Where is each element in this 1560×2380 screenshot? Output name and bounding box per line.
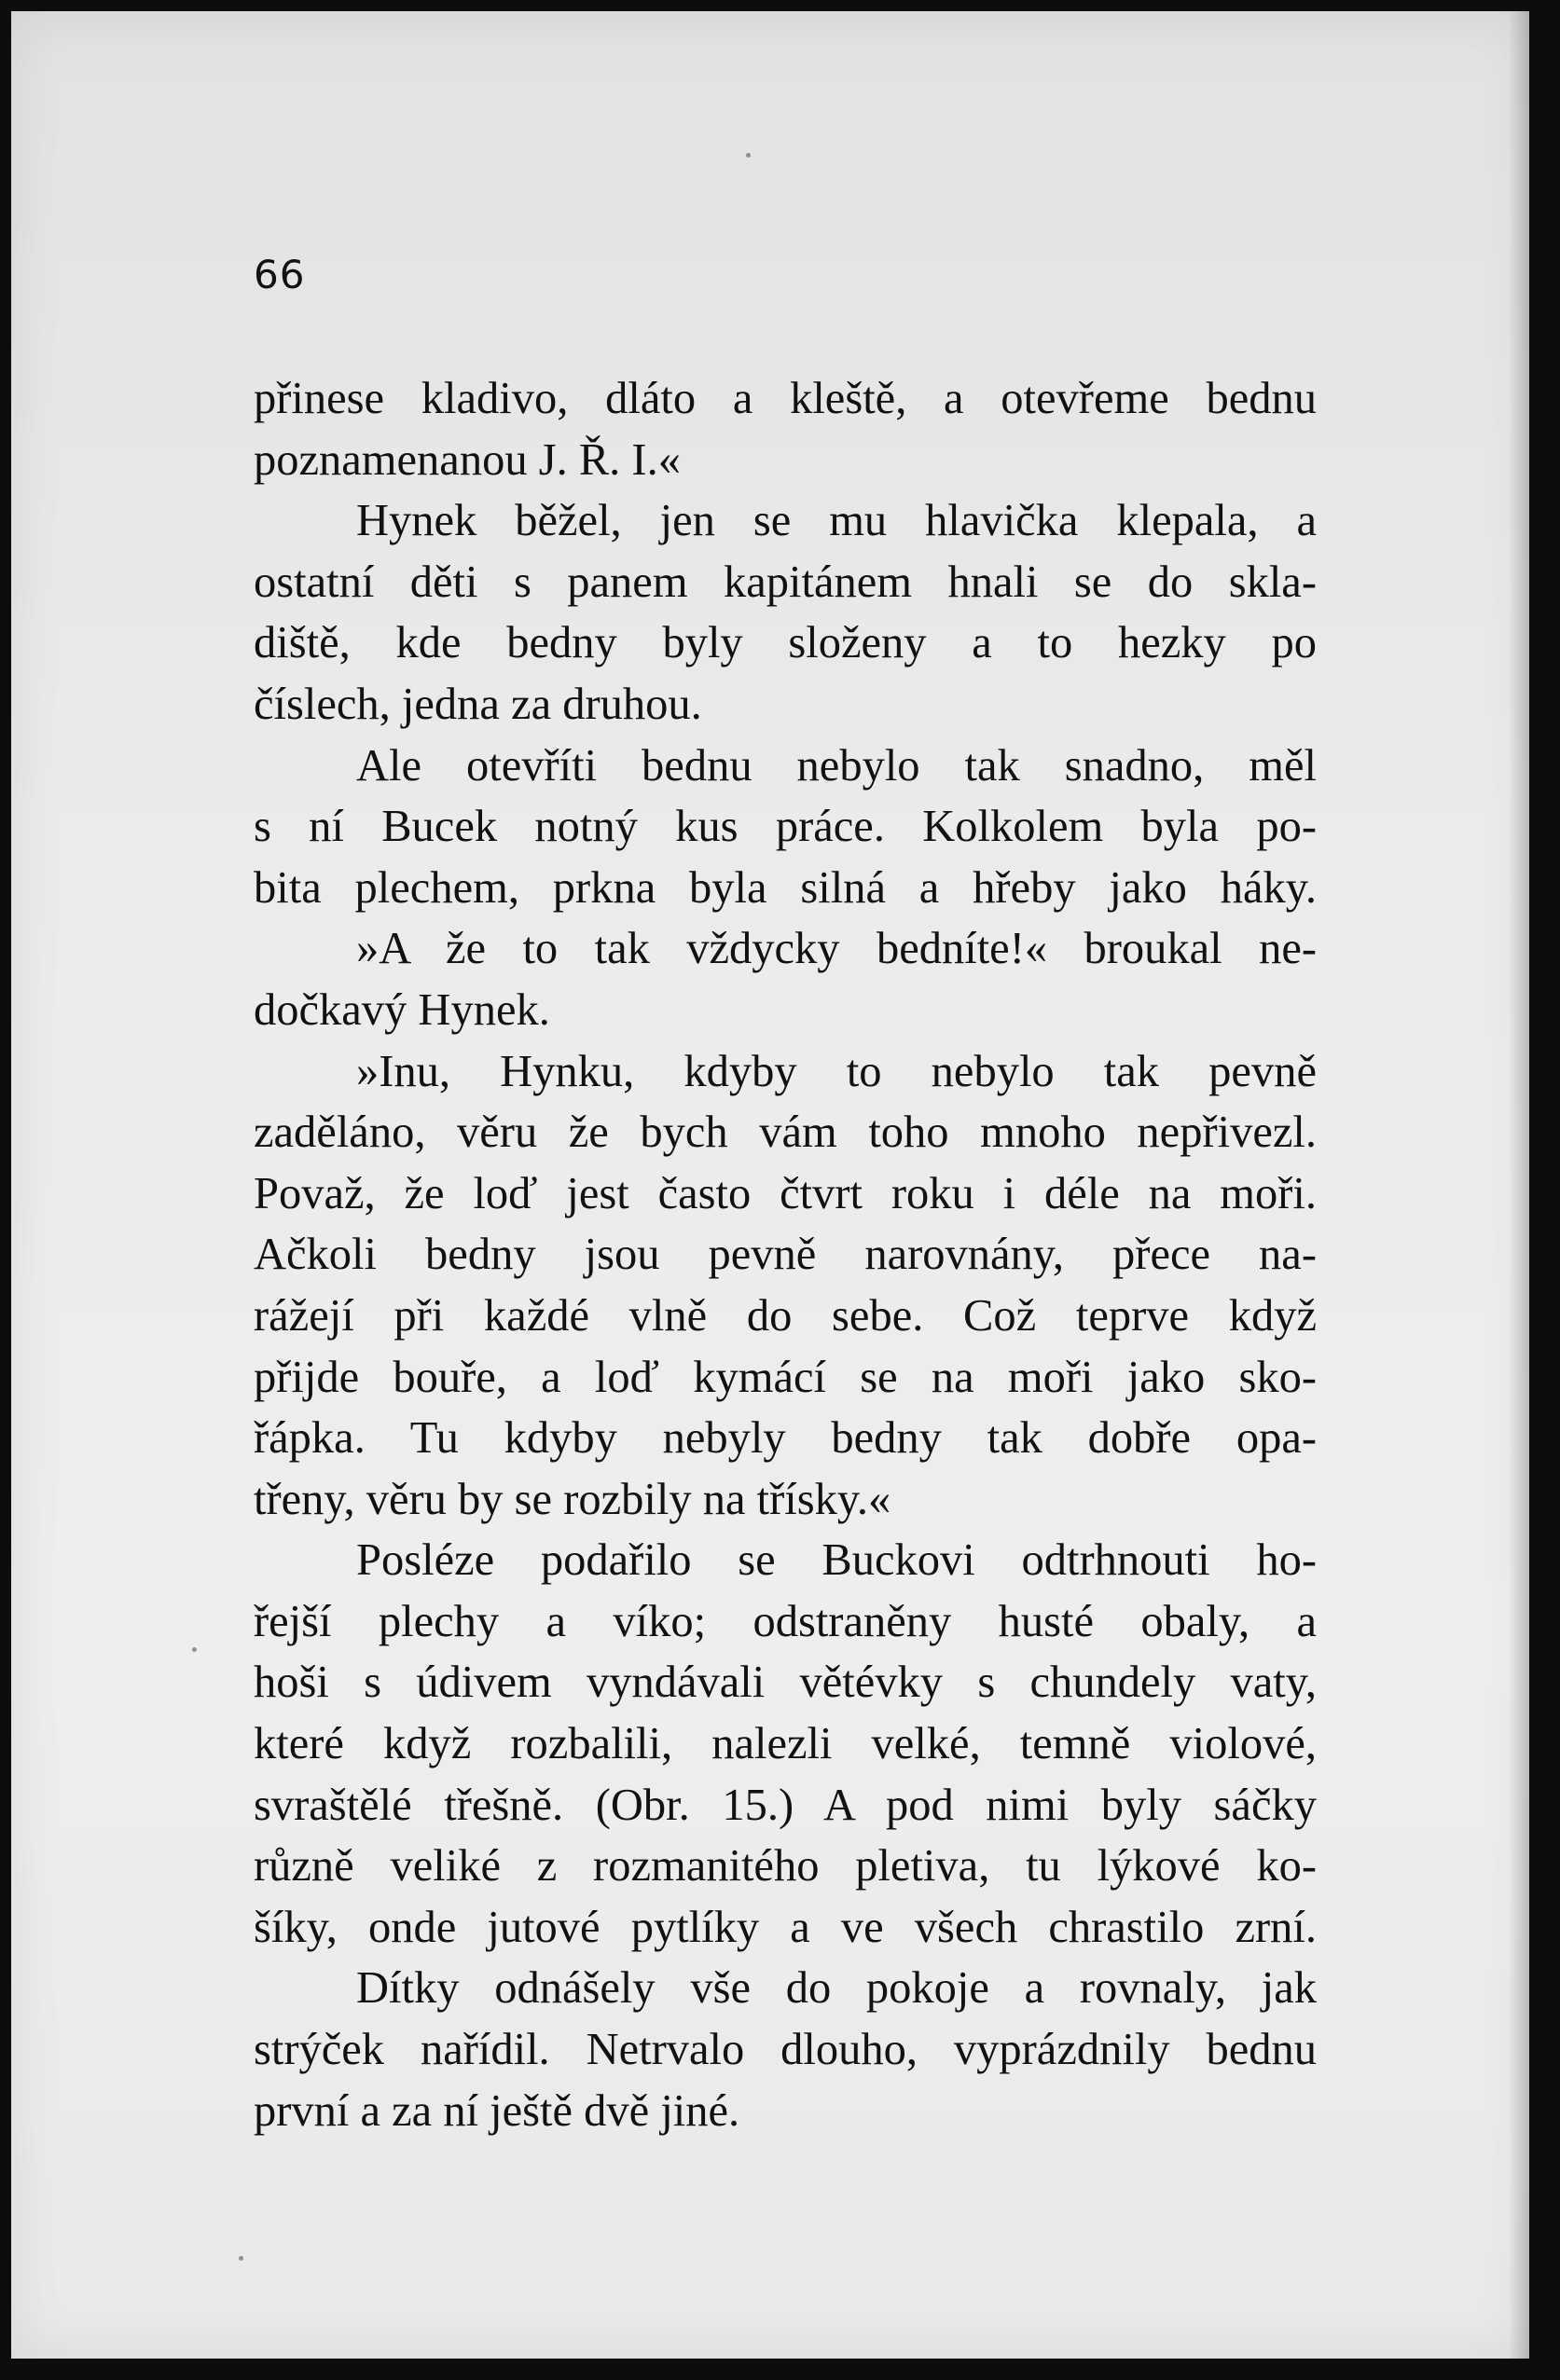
paper-speck xyxy=(746,153,751,158)
text-line: bita plechem, prkna byla silná a hřeby jako háky. xyxy=(254,862,1317,913)
text-line: ostatní děti s panem kapitánem hnali se do skla- xyxy=(254,557,1317,607)
text-line: řejší plechy a víko; odstraněny husté obaly, a xyxy=(254,1596,1317,1646)
text-line: strýček nařídil. Netrvalo dlouho, vyprázdnily bednu xyxy=(254,2025,1317,2075)
text-line: zaděláno, věru že bych vám toho mnoho nepřivezl. xyxy=(254,1107,1317,1158)
text-line: Považ, že loď jest často čtvrt roku i déle na moři. xyxy=(254,1168,1317,1218)
paper-speck xyxy=(239,2256,243,2261)
text-line: třeny, věru by se rozbily na třísky.« xyxy=(254,1474,891,1524)
text-line: Dítky odnášely vše do pokoje a rovnaly, jak xyxy=(356,1963,1317,2014)
paper-speck xyxy=(192,1647,197,1652)
text-line: které když rozbalili, nalezli velké, temně violové, xyxy=(254,1719,1317,1769)
text-line: diště, kde bedny byly složeny a to hezky po xyxy=(254,618,1317,668)
text-line: řápka. Tu kdyby nebyly bedny tak dobře opa- xyxy=(254,1413,1317,1464)
text-line: poznamenanou J. Ř. I.« xyxy=(254,434,681,485)
text-line: přinese kladivo, dláto a kleště, a otevřeme bednu xyxy=(254,374,1317,423)
text-line: číslech, jedna za druhou. xyxy=(254,679,702,729)
text-line: různě veliké z rozmanitého pletiva, tu lýkové ko- xyxy=(254,1841,1317,1892)
text-line: dočkavý Hynek. xyxy=(254,984,550,1035)
text-line: první a za ní ještě dvě jiné. xyxy=(254,2085,740,2136)
text-line: Ačkoli bedny jsou pevně narovnány, přece na- xyxy=(254,1230,1317,1280)
text-line: s ní Bucek notný kus práce. Kolkolem byla po- xyxy=(254,802,1317,852)
body-text xyxy=(254,368,1317,2141)
text-line: přijde bouře, a loď kymácí se na moři jako sko- xyxy=(254,1352,1317,1402)
text-line: Hynek běžel, jen se mu hlavička klepala, a xyxy=(356,496,1317,546)
text-line: šíky, onde jutové pytlíky a ve všech chrastilo zrní. xyxy=(254,1902,1317,1952)
text-line: »A že to tak vždycky bedníte!« broukal ne- xyxy=(356,924,1317,974)
text-line: »Inu, Hynku, kdyby to nebylo tak pevně xyxy=(356,1046,1317,1096)
text-line: rážejí při každé vlně do sebe. Což teprve když xyxy=(254,1290,1317,1341)
text-line: svraštělé třešně. (Obr. 15.) A pod nimi byly sáčky xyxy=(254,1780,1317,1830)
text-line: hoši s údivem vyndávali větévky s chundely vaty, xyxy=(254,1658,1317,1708)
page-number: 66 xyxy=(254,252,306,297)
text-line: Ale otevříti bednu nebylo tak snadno, měl xyxy=(356,740,1317,791)
text-line: Posléze podařilo se Buckovi odtrhnouti ho- xyxy=(356,1535,1317,1586)
